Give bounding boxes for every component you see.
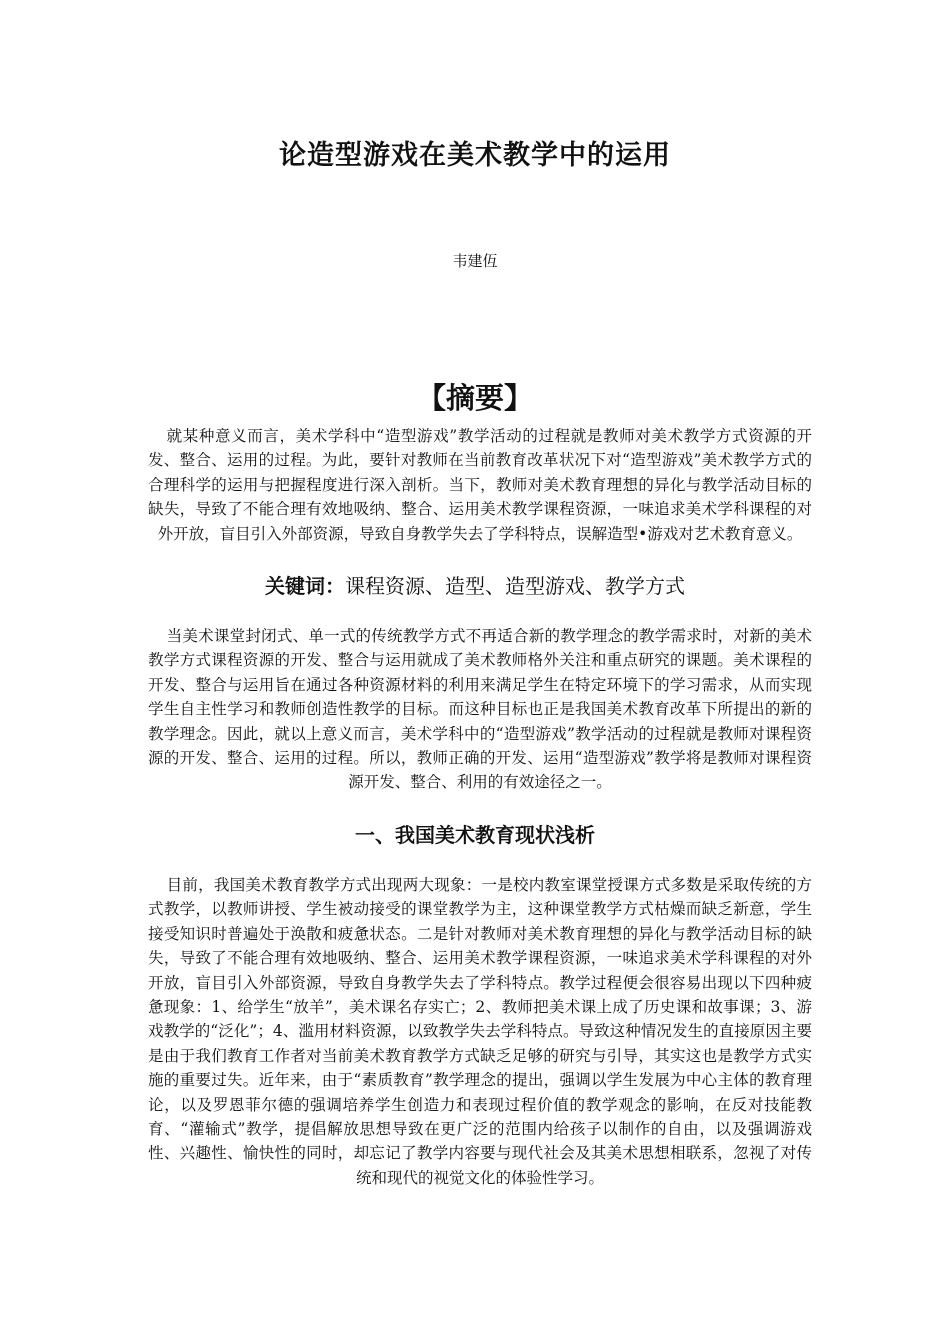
keywords-line xyxy=(0,570,950,599)
document-title: 论造型游戏在美术教学中的运用 xyxy=(279,140,671,171)
section-heading: 一、我国美术教育现状浅析 xyxy=(355,823,595,847)
intro-paragraph: 当美术课堂封闭式、单一式的传统教学方式不再适合新的教学理念的教学需求时，对新的美术教学方式课程资源的开发、整合与运用就成了美术教师格外关注和重点研究的课题。美术课程的开发、整合与运用旨在通过各种资源材料的利用来满足学生在特定环境下的学习需求，从而实现学生自主性学习和教师创造性教学的目标。而这种目标也正是我国美术教育改革下所提出的新的教学理念。因此，就以上意义而言，美术学科中的“造型游戏”教学活动的过程就是教师对课程资源的开发、整合、运用的过程。所以，教师正确的开发、运用“造型游戏”教学将是教师对课程资源开发、整合、利用的有效途径之一。 xyxy=(148,627,812,792)
keywords-label: 关键词： xyxy=(265,574,345,598)
abstract-heading: 【摘要】 xyxy=(416,381,533,415)
section-paragraph: 目前，我国美术教育教学方式出现两大现象：一是校内教室课堂授课方式多数是采取传统的方式教学，以教师讲授、学生被动接受的课堂教学为主，这种课堂教学方式枯燥而缺乏新意，学生接受知识时普遍处于涣散和疲惫状态。二是针对教师对美术教育理想的异化与教学活动目标的缺失，导致了不能合理有效地吸纳、整合、运用美术教学课程资源，一味追求美术学科课程的对外开放，盲目引入外部资源，导致自身教学失去了学科特点。教学过程便会很容易出现以下四种疲惫现象：1、给学生“放羊”，美术课名存实亡；2、教师把美术课上成了历史课和故事课；3、游戏教学的“泛化”；4、滥用材料资源，以致教学失去学科特点。导致这种情况发生的直接原因主要是由于我们教育工作者对当前美术教育教学方式缺乏足够的研究与引导，其实这也是教学方式实施的重要过失。近年来，由于“素质教育”教学理念的提出，强调以学生发展为中心主体的教育理论，以及罗恩菲尔德的强调培养学生创造力和表现过程价值的教学观念的影响，在反对技能教育、“灌输式”教学，提倡解放思想导致在更广泛的范围内给孩子以制作的自由，以及强调游戏性、兴趣性、愉快性的同时，却忘记了教学内容要与现代社会及其美术思想相联系，忽视了对传统和现代的视觉文化的体验性学习。 xyxy=(148,876,812,1187)
abstract-paragraph: 就某种意义而言，美术学科中“造型游戏”教学活动的过程就是教师对美术教学方式资源的开发、整合、运用的过程。为此，要针对教师在当前教育改革状况下对“造型游戏”美术教学方式的合理科学的运用与把握程度进行深入剖析。当下，教师对美术教育理想的异化与教学活动目标的缺失，导致了不能合理有效地吸纳、整合、运用美术教学课程资源，一味追求美术学科课程的对外开放，盲目引入外部资源，导致自身教学失去了学科特点，误解造型•游戏对艺术教育意义。 xyxy=(148,427,812,543)
keywords-text: 课程资源、造型、造型游戏、教学方式 xyxy=(345,574,685,598)
author-name: 韦建仾 xyxy=(452,252,498,270)
